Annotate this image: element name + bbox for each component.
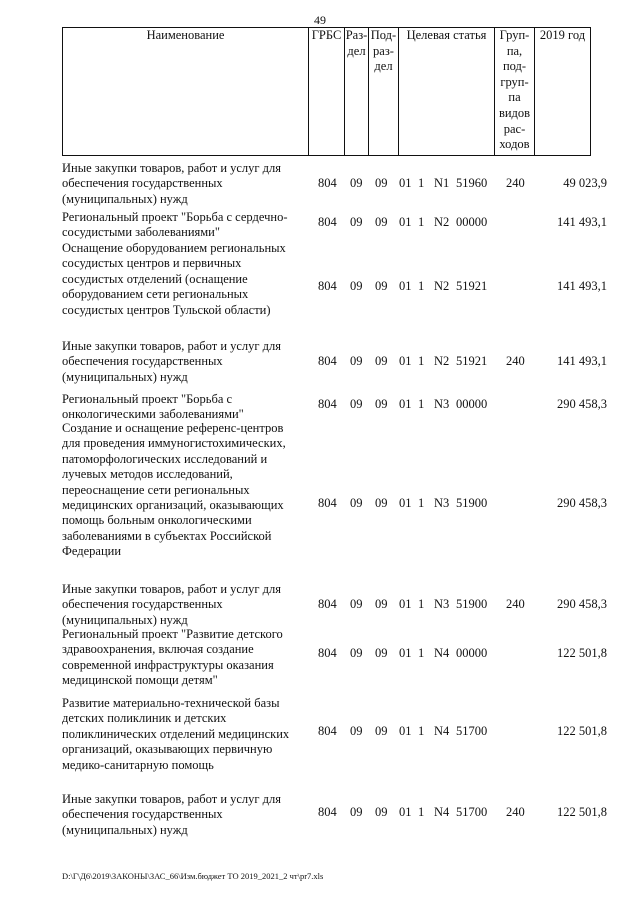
cell-target-direction: 51921 <box>456 279 488 293</box>
cell-razdel: 09 <box>350 279 363 293</box>
cell-razdel: 09 <box>350 397 363 411</box>
cell-grbs: 804 <box>318 597 337 611</box>
header-year: 2019 год <box>535 28 591 156</box>
cell-target-subprogram: 1 <box>418 805 425 819</box>
cell-target-project: N4 <box>434 805 450 819</box>
page-number: 49 <box>314 13 326 27</box>
cell-target-direction: 00000 <box>456 397 488 411</box>
cell-target-program: 01 <box>399 279 412 293</box>
row-name: Региональный проект "Развитие детского здравоохранения, включая создание современной инфраструктуры оказания медицинской помощи детям" <box>62 627 283 688</box>
cell-target-program: 01 <box>399 176 412 190</box>
row-name: Оснащение оборудованием региональных сосудистых центров и первичных сосудистых отделений (оснащение оборудованием сети региональных сосудистых центров Тульской области) <box>62 241 286 317</box>
cell-podrazdel: 09 <box>375 397 388 411</box>
cell-target-project: N4 <box>434 724 450 738</box>
cell-target-program: 01 <box>399 646 412 660</box>
cell-grbs: 804 <box>318 397 337 411</box>
cell-target-project: N2 <box>434 354 450 368</box>
cell-target-direction: 00000 <box>456 215 488 229</box>
cell-target-subprogram: 1 <box>418 397 425 411</box>
cell-amount: 290 458,3 <box>557 496 607 510</box>
cell-target-project: N3 <box>434 496 450 510</box>
header-target-article: Целевая статья <box>399 28 495 156</box>
cell-expense-type: 240 <box>506 805 525 819</box>
row-name: Иные закупки товаров, работ и услуг для обеспечения государственных (муниципальных) нужд <box>62 339 282 384</box>
cell-amount: 49 023,9 <box>563 176 607 190</box>
cell-target-program: 01 <box>399 805 412 819</box>
cell-podrazdel: 09 <box>375 597 388 611</box>
cell-target-project: N3 <box>434 597 450 611</box>
cell-expense-type: 240 <box>506 176 525 190</box>
cell-amount: 141 493,1 <box>557 279 607 293</box>
header-name: Наименование <box>63 28 309 156</box>
cell-target-direction: 51700 <box>456 805 488 819</box>
table-header <box>62 27 591 156</box>
cell-target-project: N2 <box>434 279 450 293</box>
cell-grbs: 804 <box>318 176 337 190</box>
cell-grbs: 804 <box>318 354 337 368</box>
cell-razdel: 09 <box>350 354 363 368</box>
row-name: Создание и оснащение референс-центров для проведения иммуногистохимических, патоморфологических исследований и лучевых методов исследований, переоснащение сети региональных медицинских организаций, оказывающих помощь больным онкологическими заболеваниями в субъектах Российской Федерации <box>62 421 286 559</box>
cell-target-subprogram: 1 <box>418 279 425 293</box>
footer-file-path: D:\Г\Д6\2019\ЗАКОНЫ\ЗАС_66\Изм.бюджет ТО 2019_2021_2 чт\pr7.xls <box>62 871 324 881</box>
row-name: Региональный проект "Борьба с сердечно- сосудистыми заболеваниями" <box>62 210 288 240</box>
cell-target-project: N3 <box>434 397 450 411</box>
cell-target-subprogram: 1 <box>418 176 425 190</box>
row-name: Иные закупки товаров, работ и услуг для обеспечения государственных (муниципальных) нужд <box>62 792 282 837</box>
row-name: Региональный проект "Борьба с онкологическими заболеваниями" <box>62 392 244 422</box>
cell-target-program: 01 <box>399 397 412 411</box>
cell-podrazdel: 09 <box>375 354 388 368</box>
cell-target-direction: 51900 <box>456 496 488 510</box>
cell-razdel: 09 <box>350 805 363 819</box>
cell-razdel: 09 <box>350 597 363 611</box>
cell-razdel: 09 <box>350 646 363 660</box>
cell-target-direction: 00000 <box>456 646 488 660</box>
cell-expense-type: 240 <box>506 354 525 368</box>
cell-target-project: N4 <box>434 646 450 660</box>
cell-target-direction: 51900 <box>456 597 488 611</box>
cell-amount: 290 458,3 <box>557 397 607 411</box>
cell-razdel: 09 <box>350 724 363 738</box>
cell-target-project: N2 <box>434 215 450 229</box>
cell-target-program: 01 <box>399 496 412 510</box>
cell-razdel: 09 <box>350 496 363 510</box>
cell-podrazdel: 09 <box>375 496 388 510</box>
cell-target-subprogram: 1 <box>418 597 425 611</box>
cell-podrazdel: 09 <box>375 805 388 819</box>
cell-amount: 290 458,3 <box>557 597 607 611</box>
row-name: Развитие материально-технической базы детских поликлиник и детских поликлинических отделений медицинских организаций, оказывающих первичную медико-санитарную помощь <box>62 696 290 772</box>
cell-podrazdel: 09 <box>375 176 388 190</box>
cell-podrazdel: 09 <box>375 646 388 660</box>
cell-grbs: 804 <box>318 646 337 660</box>
cell-amount: 141 493,1 <box>557 215 607 229</box>
cell-target-subprogram: 1 <box>418 354 425 368</box>
cell-amount: 122 501,8 <box>557 646 607 660</box>
cell-amount: 122 501,8 <box>557 724 607 738</box>
cell-target-direction: 51960 <box>456 176 488 190</box>
cell-target-direction: 51700 <box>456 724 488 738</box>
cell-grbs: 804 <box>318 215 337 229</box>
cell-podrazdel: 09 <box>375 215 388 229</box>
cell-expense-type: 240 <box>506 597 525 611</box>
cell-target-subprogram: 1 <box>418 724 425 738</box>
cell-target-subprogram: 1 <box>418 496 425 510</box>
cell-podrazdel: 09 <box>375 279 388 293</box>
cell-target-subprogram: 1 <box>418 215 425 229</box>
cell-grbs: 804 <box>318 805 337 819</box>
row-name: Иные закупки товаров, работ и услуг для обеспечения государственных (муниципальных) нужд <box>62 161 282 206</box>
header-grbs: ГРБС <box>309 28 345 156</box>
cell-target-program: 01 <box>399 597 412 611</box>
header-expense-group: Груп- па, под- груп- па видов рас- ходов <box>495 28 535 156</box>
cell-target-direction: 51921 <box>456 354 488 368</box>
cell-amount: 122 501,8 <box>557 805 607 819</box>
cell-grbs: 804 <box>318 724 337 738</box>
cell-target-program: 01 <box>399 215 412 229</box>
cell-razdel: 09 <box>350 176 363 190</box>
header-razdel: Раз- дел <box>345 28 369 156</box>
cell-target-subprogram: 1 <box>418 646 425 660</box>
cell-grbs: 804 <box>318 279 337 293</box>
header-podrazdel: Под- раз- дел <box>369 28 399 156</box>
cell-amount: 141 493,1 <box>557 354 607 368</box>
row-name: Иные закупки товаров, работ и услуг для обеспечения государственных (муниципальных) нужд <box>62 582 282 627</box>
cell-razdel: 09 <box>350 215 363 229</box>
cell-target-program: 01 <box>399 354 412 368</box>
cell-grbs: 804 <box>318 496 337 510</box>
cell-podrazdel: 09 <box>375 724 388 738</box>
cell-target-project: N1 <box>434 176 450 190</box>
cell-target-program: 01 <box>399 724 412 738</box>
